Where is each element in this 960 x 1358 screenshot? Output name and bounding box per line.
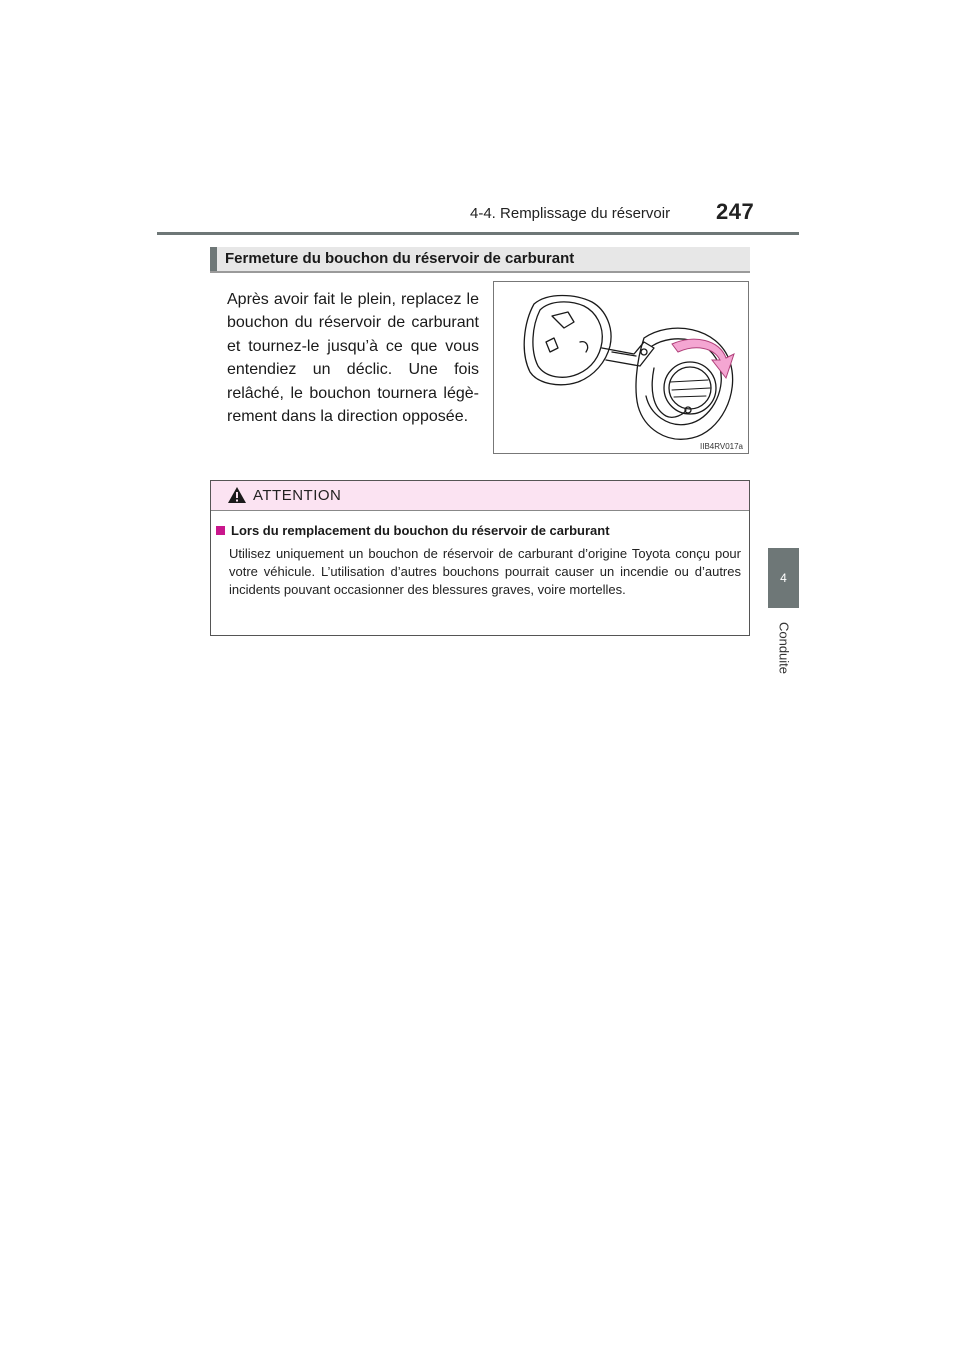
running-header-section: 4-4. Remplissage du réservoir xyxy=(470,205,671,222)
attention-header xyxy=(211,481,749,511)
section-heading-bar xyxy=(210,247,217,271)
attention-title: ATTENTION xyxy=(253,487,342,504)
instruction-paragraph: Après avoir fait le plein, replacez le bouchon du réservoir de carburant et tournez-le jusqu’à ce que vous entendiez un déclic. Une fois relâché, le bouchon tournera légèrement dans la direction opposée. xyxy=(227,291,479,426)
page-number: 247 xyxy=(716,199,755,224)
chapter-tab-number: 4 xyxy=(768,548,799,608)
attention-box xyxy=(210,480,750,636)
fuel-cap-illustration xyxy=(493,281,749,454)
attention-subheading-text: Lors du remplacement du bouchon du réservoir de carburant xyxy=(231,523,610,538)
header-rule xyxy=(157,232,799,235)
section-heading xyxy=(210,247,750,273)
attention-subheading xyxy=(216,523,610,538)
fuel-cap-drawing-icon xyxy=(494,282,748,453)
section-heading-text: Fermeture du bouchon du réservoir de carburant xyxy=(225,250,575,267)
warning-triangle-icon xyxy=(227,486,247,504)
bullet-square-icon xyxy=(216,526,225,535)
figure-code: IIB4RV017a xyxy=(700,442,743,451)
chapter-tab-label xyxy=(766,616,802,680)
chapter-tab-label-text: Conduite xyxy=(776,621,792,675)
attention-text: Utilisez uniquement un bouchon de réservoir de carburant d’origine Toyota conçu pour votre véhicule. L’utilisation d’autres bouchons pourrait causer un incendie ou d’autres incidents pouvant occasionner des blessures graves, voire mortelles. xyxy=(229,546,741,597)
